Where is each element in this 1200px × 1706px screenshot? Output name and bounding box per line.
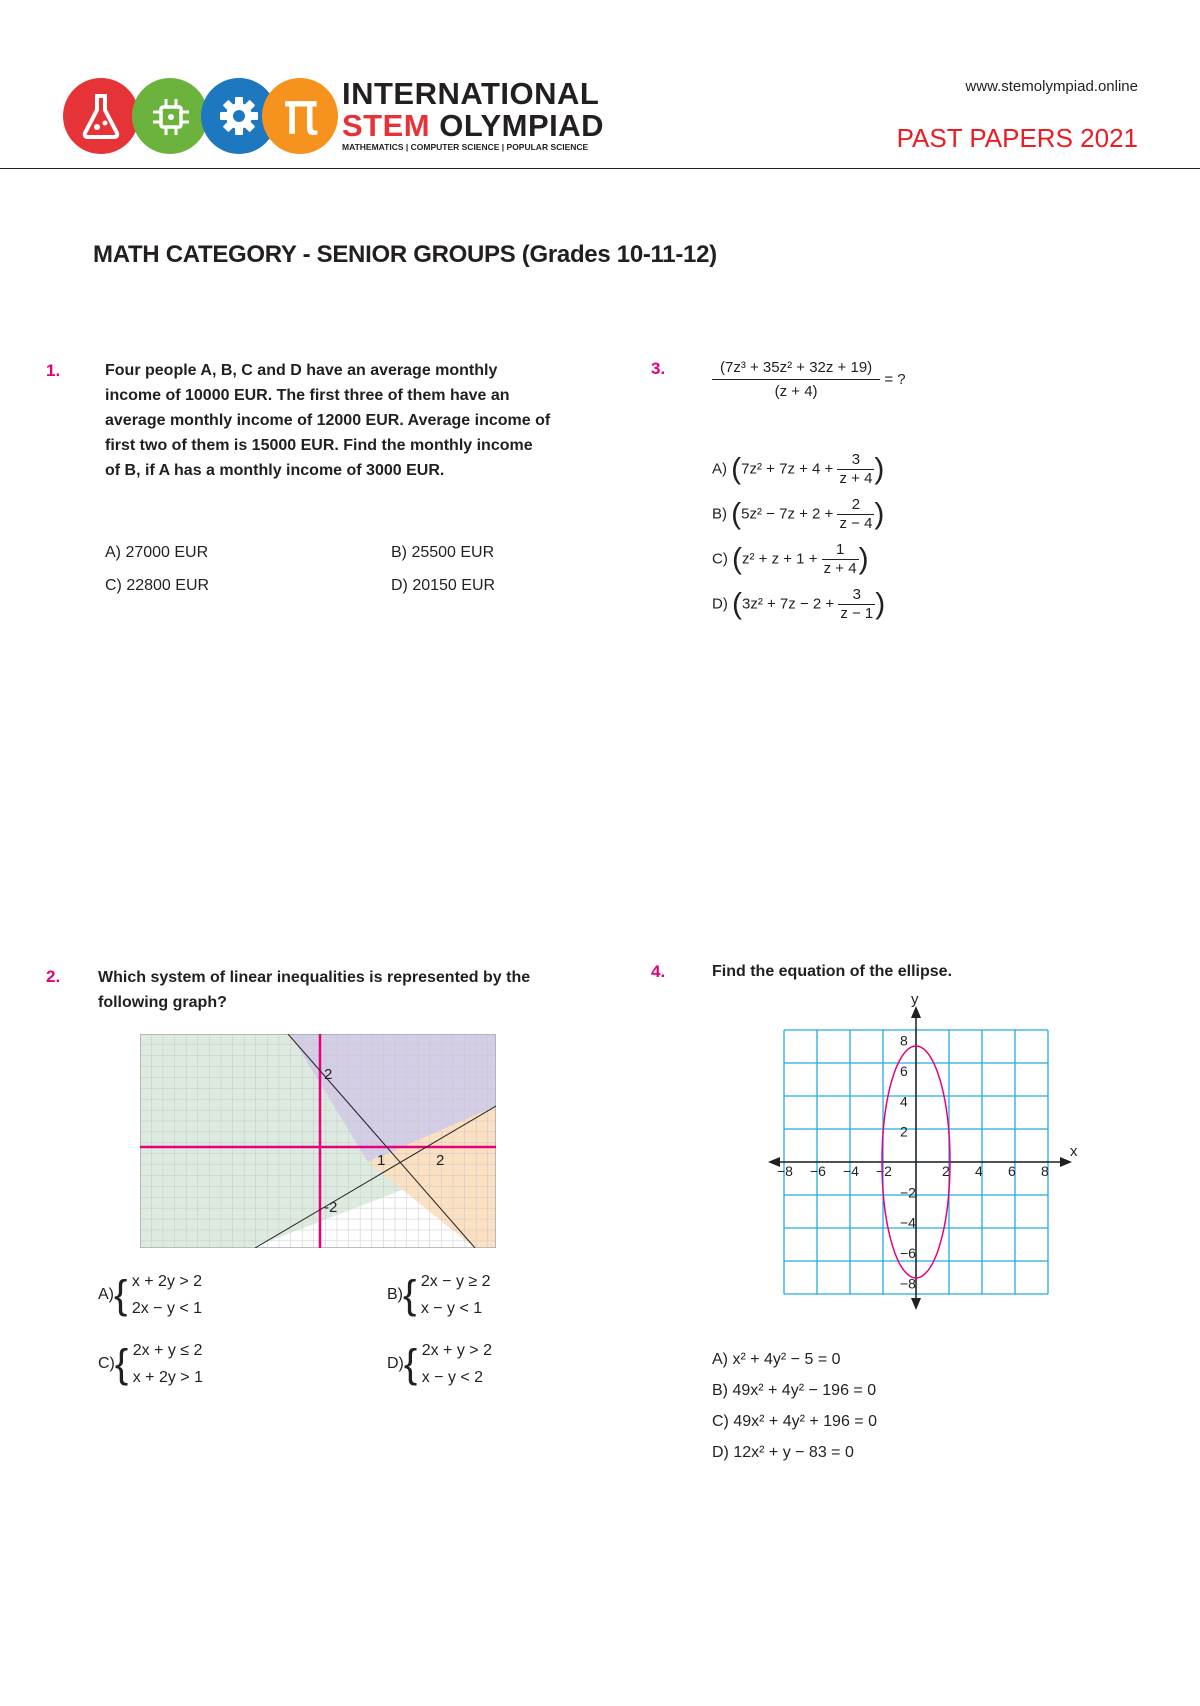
q4-y-arrow-bottom: [911, 1298, 921, 1310]
brand-line-1: INTERNATIONAL: [342, 76, 600, 111]
page-title: MATH CATEGORY - SENIOR GROUPS (Grades 10-11-12): [93, 241, 717, 268]
q3-option-c[interactable]: C) (z² + z + 1 + $\frac{1}{z + 4}$ ): [712, 541, 869, 577]
q1-text: Four people A, B, C and D have an average monthly income of 10000 EUR. The first three of them have an average monthly income of 12000 EUR. Average income of first two of them is 15000 EUR. Find the monthly income of B, if A has a monthly income of 3000 EUR.: [105, 362, 551, 479]
q3-number: 3.: [651, 359, 666, 378]
q4-axis-y-label: y: [911, 991, 919, 1008]
graph-label-y2: 2: [324, 1066, 333, 1083]
q3-option-label: D): [712, 595, 728, 613]
q4-number: 4.: [651, 962, 666, 981]
q4-x-tick-label: −4: [843, 1163, 859, 1179]
graph-label-x2: 2: [436, 1152, 445, 1169]
q3-option-label: C): [712, 550, 728, 568]
q2-number: 2.: [46, 967, 61, 986]
q3-option-fraction: $\frac{3}{z - 1}$: [840, 586, 874, 622]
q3-option-poly: 3z² + 7z − 2 +: [742, 595, 835, 613]
q1-option-d[interactable]: D) 20150 EUR: [391, 577, 496, 594]
q2-option-a[interactable]: A){ x + 2y > 2 2x − y < 1: [98, 1268, 202, 1322]
graph-label-x1: 1: [377, 1152, 386, 1169]
q4-y-tick-label: −6: [900, 1245, 916, 1262]
brand-tagline: MATHEMATICS | COMPUTER SCIENCE | POPULAR SCIENCE: [342, 142, 589, 152]
q4-x-tick-label: −6: [810, 1163, 826, 1179]
q4-option-d[interactable]: D) 12x² + y − 83 = 0: [712, 1444, 854, 1461]
q2-option-label: D): [387, 1355, 404, 1372]
q1-option-a[interactable]: A) 27000 EUR: [105, 544, 209, 561]
q3-option-fraction: $\frac{3}{z + 4}$: [839, 451, 873, 487]
q4-y-tick-label: 6: [900, 1062, 908, 1079]
q3-fraction: [712, 360, 880, 400]
q2-option-label: A): [98, 1286, 114, 1303]
brand-stem: STEM: [342, 108, 431, 143]
q3-option-poly: 5z² − 7z + 2 +: [741, 505, 834, 523]
q4-y-tick-label: 2: [900, 1123, 908, 1140]
q4-y-tick-label: −4: [900, 1214, 916, 1231]
brand-line-2: [342, 108, 604, 144]
past-papers-label: PAST PAPERS 2021: [896, 123, 1138, 153]
q4-ellipse-graph: [764, 990, 1084, 1310]
q3-option-a[interactable]: A) (7z² + 7z + 4 + $\frac{3}{z + 4}$ ): [712, 451, 885, 487]
q2-option-c[interactable]: C){ 2x + y ≤ 2 x + 2y > 1: [98, 1337, 203, 1391]
pi-icon: π: [282, 79, 320, 149]
q4-axis-x-label: x: [1070, 1143, 1078, 1160]
q3-option-fraction: $\frac{2}{z - 4}$: [839, 496, 873, 532]
q3-option-poly: 7z² + 7z + 4 +: [741, 460, 834, 478]
q4-x-tick-label: 6: [1008, 1163, 1016, 1179]
header-divider: [0, 168, 1200, 169]
q2-option-system: x + 2y > 2 2x − y < 1: [131, 1273, 203, 1317]
q2-option-label: C): [98, 1355, 115, 1372]
q2-option-system: 2x + y > 2 x − y < 2: [421, 1342, 492, 1386]
q2-option-b[interactable]: B){ 2x − y ≥ 2 x − y < 1: [387, 1268, 491, 1322]
q3-option-d[interactable]: D) (3z² + 7z − 2 + $\frac{3}{z - 1}$ ): [712, 586, 886, 622]
q4-option-c[interactable]: C) 49x² + 4y² + 196 = 0: [712, 1413, 877, 1430]
q2-option-d[interactable]: D){ 2x + y > 2 x − y < 2: [387, 1337, 492, 1391]
q2-option-label: B): [387, 1286, 403, 1303]
q3-option-label: A): [712, 460, 727, 478]
q1-number: 1.: [46, 361, 61, 380]
q4-y-tick-label: −8: [900, 1275, 916, 1292]
q3-equals: = ?: [884, 370, 906, 388]
q2-inequality-graph: [140, 1034, 500, 1252]
gear-icon: [218, 95, 260, 137]
website-url[interactable]: www.stemolympiad.online: [965, 78, 1138, 95]
q4-y-tick-label: 4: [900, 1093, 908, 1110]
q3-option-poly: z² + z + 1 +: [742, 550, 818, 568]
q1-option-b[interactable]: B) 25500 EUR: [391, 544, 495, 561]
q4-x-tick-label: 8: [1041, 1163, 1049, 1179]
circuit-icon: [150, 96, 192, 138]
q2-text: Which system of linear inequalities is represented by the following graph?: [98, 969, 531, 1011]
q2-option-system: 2x − y ≥ 2 x − y < 1: [420, 1273, 491, 1317]
q4-x-tick-label: 4: [975, 1163, 983, 1179]
graph-label-yneg2: -2: [324, 1199, 338, 1216]
q3-option-fraction: $\frac{1}{z + 4}$: [823, 541, 857, 577]
q3-denominator: (z + 4): [774, 383, 818, 400]
flask-icon: [80, 93, 122, 139]
q4-y-tick-label: 8: [900, 1032, 908, 1049]
q4-option-a[interactable]: A) x² + 4y² − 5 = 0: [712, 1351, 841, 1368]
q4-x-tick-label: 2: [942, 1163, 950, 1179]
q3-numerator: (7z³ + 35z² + 32z + 19): [712, 360, 880, 380]
q3-expression: [712, 360, 906, 400]
q4-option-b[interactable]: B) 49x² + 4y² − 196 = 0: [712, 1382, 877, 1399]
q4-x-tick-label: −2: [876, 1163, 892, 1179]
brand-olympiad: OLYMPIAD: [439, 108, 605, 143]
q2-option-system: 2x + y ≤ 2 x + 2y > 1: [132, 1342, 203, 1386]
q1-option-c[interactable]: C) 22800 EUR: [105, 577, 210, 594]
q4-x-tick-label: −8: [777, 1163, 793, 1179]
q4-text: Find the equation of the ellipse.: [712, 963, 953, 980]
q4-y-tick-label: −2: [900, 1184, 916, 1201]
q3-option-label: B): [712, 505, 727, 523]
q3-option-b[interactable]: B) (5z² − 7z + 2 + $\frac{2}{z - 4}$ ): [712, 496, 885, 532]
